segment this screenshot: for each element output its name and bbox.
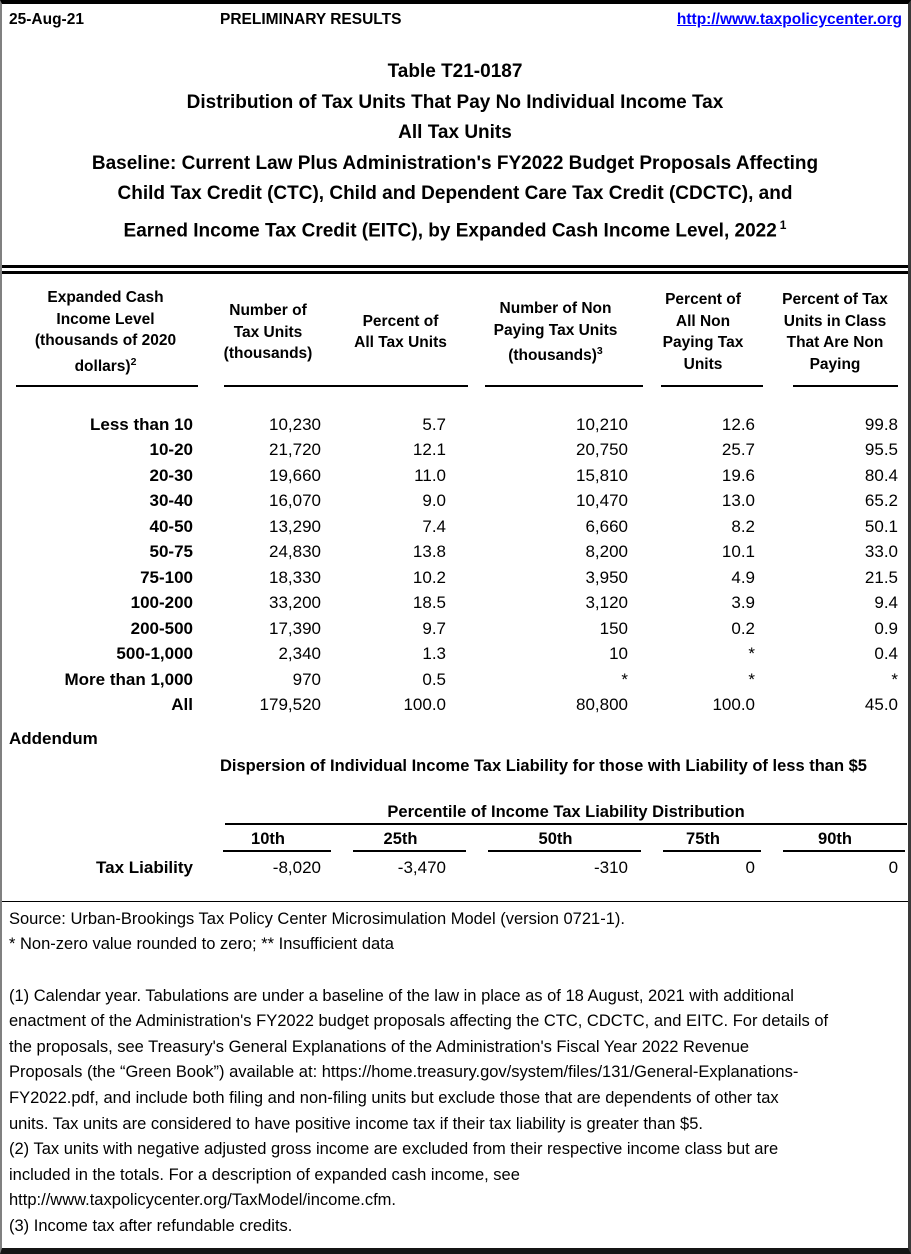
value-cell: 3.9 — [731, 593, 755, 613]
footnotes-block — [9, 907, 900, 1240]
income-range-cell: All — [171, 695, 193, 715]
value-cell: 18,330 — [269, 567, 321, 587]
addendum-heading: Addendum — [9, 729, 98, 749]
value-cell: 150 — [599, 618, 628, 638]
header-income-level: Expanded Cash Income Level (thousands of 2020 dollars)$^2$ — [34, 289, 177, 375]
percentile-group-header: Percentile of Income Tax Liability Distribution — [387, 803, 745, 822]
value-cell: 1.3 — [422, 644, 446, 664]
value-cell: 9.0 — [422, 491, 446, 511]
value-cell: 970 — [292, 669, 321, 689]
value-cell: 179,520 — [259, 695, 321, 715]
percentile-group-header-row — [8, 802, 907, 825]
table-row — [8, 613, 907, 639]
footnote-line: (3) Income tax after refundable credits. — [9, 1216, 293, 1235]
table-title-block — [2, 57, 908, 246]
value-cell: 3,950 — [585, 567, 628, 587]
value-cell: 0 — [745, 857, 755, 877]
value-cell: 33.0 — [864, 542, 898, 562]
percentile-header: 90th — [818, 830, 852, 849]
value-cell: 10.1 — [721, 542, 755, 562]
income-range-cell: 10-20 — [149, 440, 193, 460]
distribution-table — [8, 279, 907, 715]
table-row — [8, 460, 907, 486]
value-cell: 20,750 — [576, 440, 628, 460]
report-date: 25-Aug-21 — [9, 11, 84, 28]
value-cell: 10.2 — [412, 567, 446, 587]
table-header-row — [8, 279, 907, 385]
footnote-line: units. Tax units are considered to have positive income tax if their tax liability is greater than $5. — [9, 1114, 703, 1133]
income-range-cell: 100-200 — [130, 593, 193, 613]
table-row — [8, 664, 907, 690]
value-cell: 100.0 — [712, 695, 755, 715]
spacer-row — [8, 387, 907, 409]
footer-gap — [9, 958, 900, 984]
value-cell: * — [748, 644, 755, 664]
table-row-all-totals — [8, 690, 907, 716]
value-cell: 21,720 — [269, 440, 321, 460]
table-row — [8, 511, 907, 537]
title-line: Earned Income Tax Credit (EITC), by Expanded Cash Income Level, 2022 $^1$ — [123, 217, 787, 241]
value-cell: * — [621, 669, 628, 689]
percentile-header-row — [8, 825, 907, 852]
value-cell: 0.4 — [874, 644, 898, 664]
value-cell: 21.5 — [864, 567, 898, 587]
value-cell: 19,660 — [269, 465, 321, 485]
value-cell: 0.9 — [874, 618, 898, 638]
value-cell: -310 — [593, 857, 628, 877]
value-cell: 50.1 — [864, 516, 898, 536]
footnote-line: included in the totals. For a description of expanded cash income, see — [9, 1165, 520, 1184]
value-cell: 5.7 — [422, 414, 446, 434]
footer-divider — [2, 901, 908, 902]
value-cell: * — [891, 669, 898, 689]
value-cell: 16,070 — [269, 491, 321, 511]
value-cell: 13.8 — [412, 542, 446, 562]
table-row — [8, 588, 907, 614]
value-cell: 80,800 — [576, 695, 628, 715]
income-range-cell: 75-100 — [140, 567, 193, 587]
top-bar — [2, 4, 908, 30]
value-cell: 15,810 — [576, 465, 628, 485]
legend-line: * Non-zero value rounded to zero; ** Insufficient data — [9, 935, 394, 954]
percentile-header: 50th — [538, 830, 573, 849]
value-cell: 17,390 — [269, 618, 321, 638]
table-row — [8, 537, 907, 563]
value-cell: 13,290 — [269, 516, 321, 536]
value-cell: 10 — [609, 644, 628, 664]
value-cell: 7.4 — [422, 516, 446, 536]
income-range-cell: 500-1,000 — [116, 644, 193, 664]
value-cell: 25.7 — [721, 440, 755, 460]
header-percent-all-nonpaying: Percent of All Non Paying Tax Units — [662, 291, 744, 373]
value-cell: 80.4 — [864, 465, 898, 485]
value-cell: 12.6 — [721, 414, 755, 434]
value-cell: 99.8 — [864, 414, 898, 434]
percentile-header: 10th — [251, 830, 285, 849]
header-percent-in-class-nonpaying: Percent of Tax Units in Class That Are Non Paying — [782, 291, 888, 373]
title-line: Distribution of Tax Units That Pay No Individual Income Tax — [186, 91, 724, 113]
value-cell: 13.0 — [721, 491, 755, 511]
header-number-tax-units: Number of Tax Units (thousands) — [223, 302, 313, 363]
income-range-cell: 30-40 — [149, 491, 193, 511]
footnote-line: FY2022.pdf, and include both filing and non-filing units but exclude those that are dependents of other tax — [9, 1088, 779, 1107]
double-rule-divider — [2, 265, 908, 274]
table-row — [8, 435, 907, 461]
value-cell: 10,210 — [576, 414, 628, 434]
footnote-line: the proposals, see Treasury's General Explanations of the Administration's Fiscal Year 2022 Revenue — [9, 1037, 750, 1056]
value-cell: 45.0 — [864, 695, 898, 715]
header-number-nonpaying: Number of Non Paying Tax Units (thousands)$^3$ — [493, 300, 618, 365]
value-cell: 0.2 — [731, 618, 755, 638]
value-cell: -8,020 — [272, 857, 321, 877]
footnote-3-marker: 3 — [596, 345, 603, 357]
income-range-cell: 200-500 — [130, 618, 193, 638]
income-range-cell: 20-30 — [149, 465, 193, 485]
value-cell: 18.5 — [412, 593, 446, 613]
value-cell: 10,230 — [269, 414, 321, 434]
value-cell: 0.5 — [422, 669, 446, 689]
value-cell: 0 — [888, 857, 899, 877]
value-cell: 6,660 — [585, 516, 628, 536]
income-range-cell: Less than 10 — [90, 414, 193, 434]
footnote-line: enactment of the Administration's FY2022 budget proposals affecting the CTC, CDCTC, and EITC. For details of — [9, 1012, 829, 1031]
value-cell: 3,120 — [585, 593, 628, 613]
income-range-cell: 50-75 — [149, 542, 193, 562]
value-cell: 33,200 — [269, 593, 321, 613]
value-cell: * — [748, 669, 755, 689]
value-cell: 11.0 — [414, 465, 446, 485]
value-cell: 9.7 — [422, 618, 446, 638]
table-row — [8, 409, 907, 435]
value-cell: -3,470 — [397, 857, 446, 877]
value-cell: 65.2 — [864, 491, 898, 511]
percentile-header: 25th — [383, 830, 418, 849]
income-range-cell: More than 1,000 — [64, 669, 193, 689]
income-range-cell: 40-50 — [149, 516, 193, 536]
value-cell: 12.1 — [412, 440, 446, 460]
header-percent-all-tax-units: Percent of All Tax Units — [354, 312, 447, 352]
footnote-line: http://www.taxpolicycenter.org/TaxModel/income.cfm. — [9, 1191, 396, 1210]
value-cell: 24,830 — [269, 542, 321, 562]
tax-liability-label: Tax Liability — [96, 857, 193, 877]
footnote-2-marker: 2 — [130, 355, 137, 368]
table-row — [8, 639, 907, 665]
value-cell: 100.0 — [403, 695, 446, 715]
source-line: Source: Urban-Brookings Tax Policy Center Microsimulation Model (version 0721-1). — [9, 909, 625, 928]
value-cell: 19.6 — [721, 465, 755, 485]
value-cell: 9.4 — [874, 593, 898, 613]
value-cell: 2,340 — [278, 644, 321, 664]
footnote-line: (1) Calendar year. Tabulations are under a baseline of the law in place as of 18 August, 2021 with additional — [9, 986, 794, 1005]
table-row — [8, 562, 907, 588]
taxpolicycenter-link[interactable]: http://www.taxpolicycenter.org — [676, 11, 902, 28]
value-cell: 10,470 — [576, 491, 628, 511]
tax-liability-row — [8, 852, 907, 878]
title-line: Table T21-0187 — [387, 61, 523, 82]
value-cell: 8.2 — [731, 516, 755, 536]
footnote-line: Proposals (the “Green Book”) available at: https://home.treasury.gov/system/files/131/General-Explanations- — [9, 1063, 799, 1082]
value-cell: 8,200 — [585, 542, 628, 562]
title-line: All Tax Units — [398, 122, 512, 143]
value-cell: 95.5 — [864, 440, 898, 460]
title-line: Child Tax Credit (CTC), Child and Dependent Care Tax Credit (CDCTC), and — [117, 183, 793, 204]
value-cell: 4.9 — [731, 567, 755, 587]
table-row — [8, 486, 907, 512]
footnote-line: (2) Tax units with negative adjusted gross income are excluded from their respective income class but are — [9, 1140, 779, 1159]
title-line: Baseline: Current Law Plus Administration's FY2022 Budget Proposals Affecting — [91, 152, 819, 174]
percentile-table — [8, 802, 907, 878]
percentile-header: 75th — [686, 830, 720, 849]
preliminary-results-label: PRELIMINARY RESULTS — [220, 11, 402, 28]
footnote-1-marker: 1 — [779, 217, 787, 232]
dispersion-subtitle: Dispersion of Individual Income Tax Liability for those with Liability of less than $5 — [220, 757, 867, 776]
